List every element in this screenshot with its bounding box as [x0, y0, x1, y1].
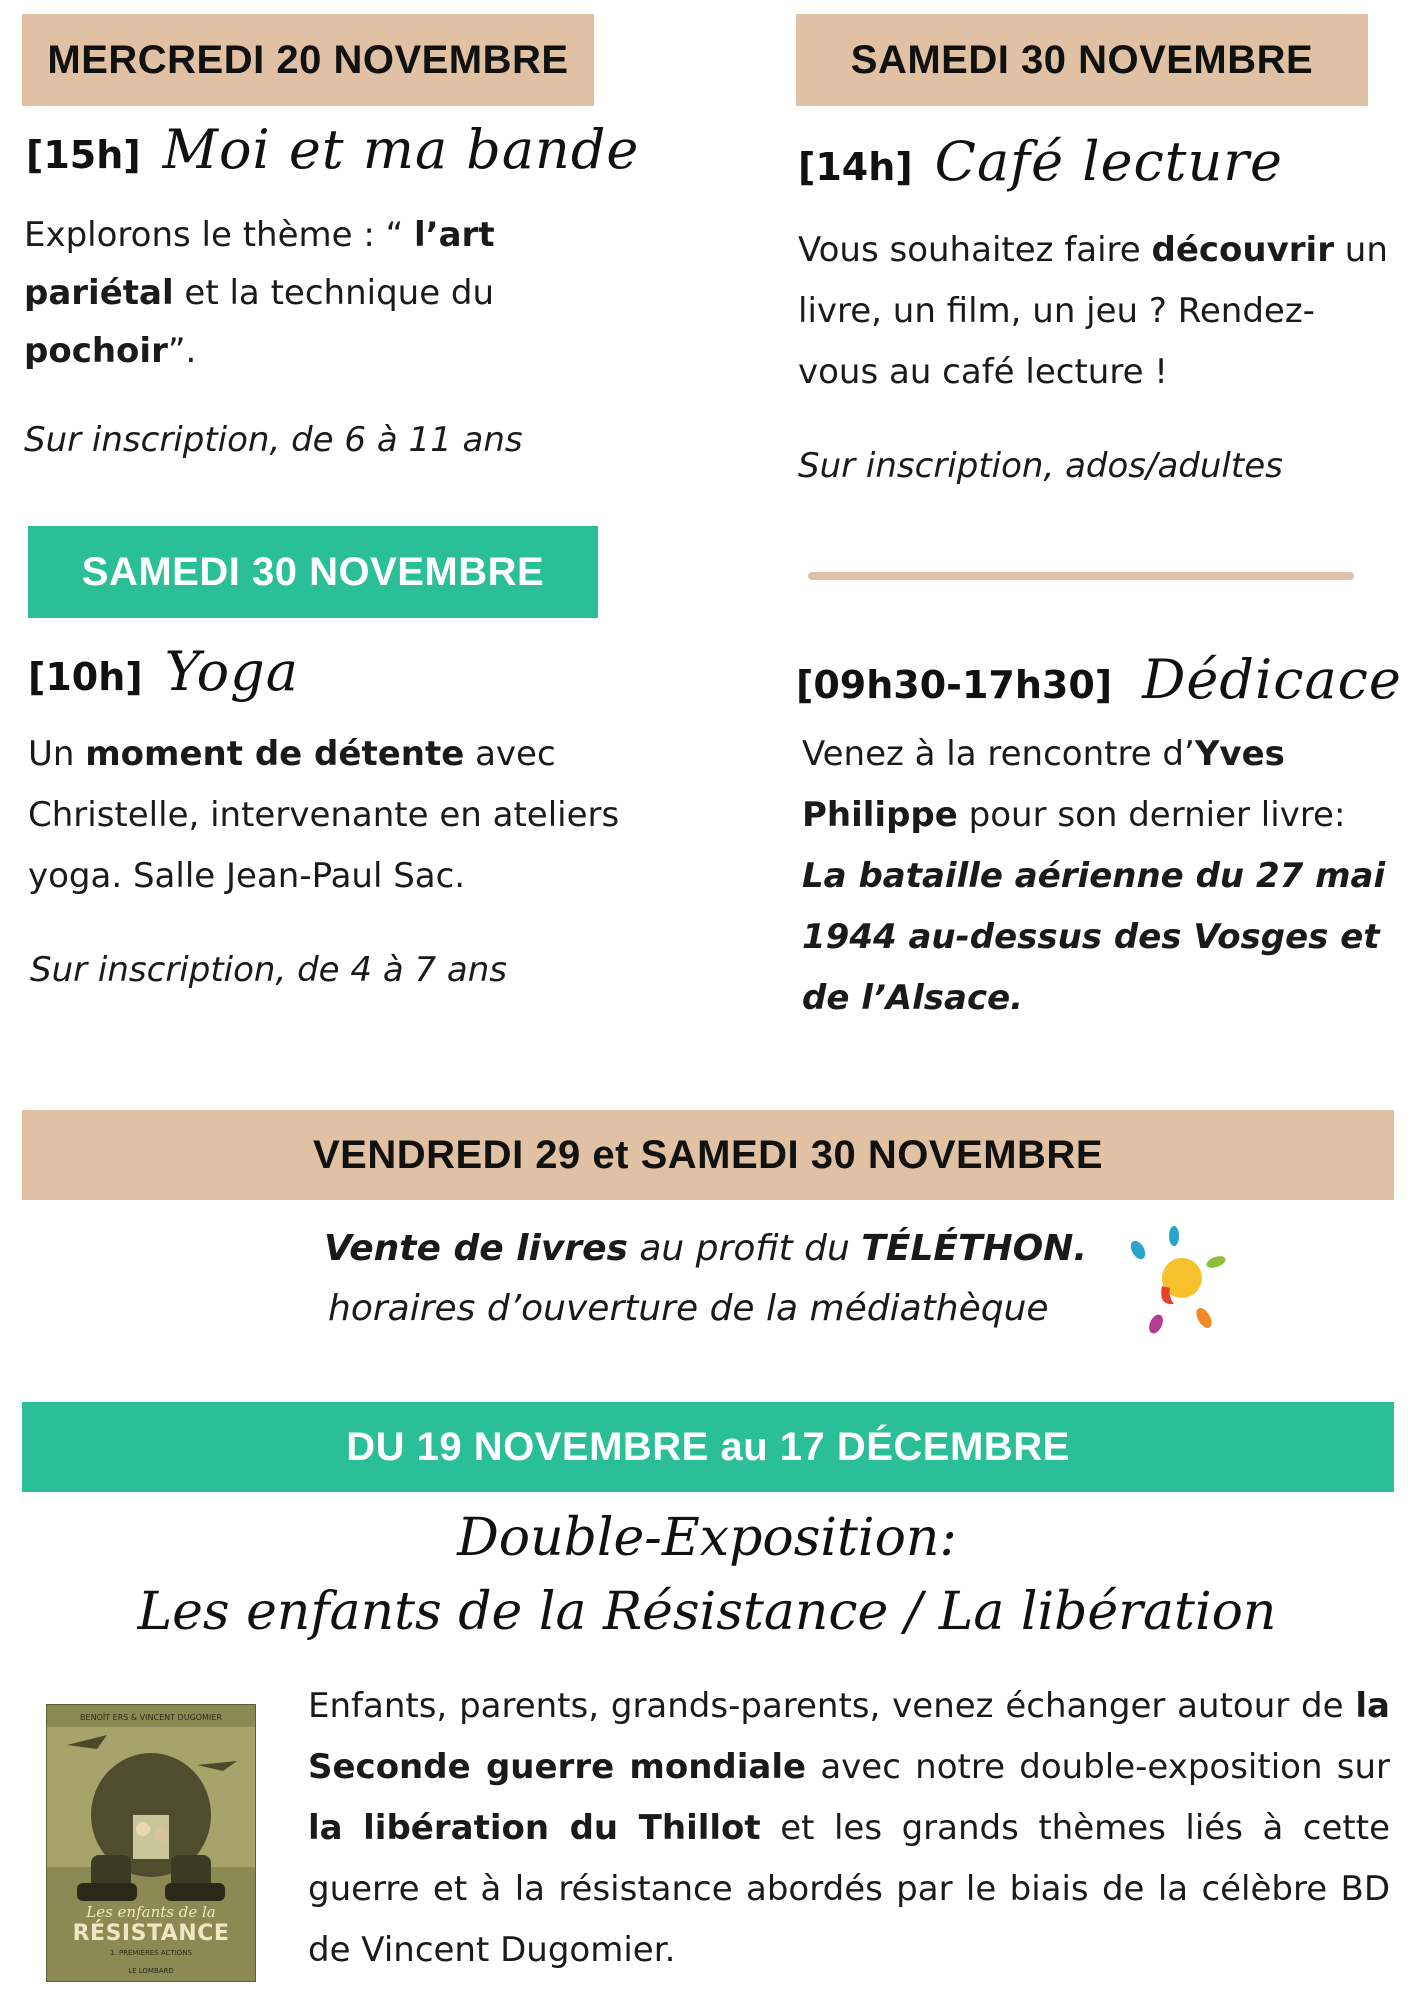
book-cover-title-small: Les enfants de la [86, 1903, 216, 1921]
banner-mercredi-text: MERCREDI 20 NOVEMBRE [47, 37, 569, 82]
desc-bold: Yves Philippe [802, 734, 1285, 835]
banner-samedi-yoga-text: SAMEDI 30 NOVEMBRE [81, 549, 545, 594]
event-time: [15h] [26, 133, 141, 177]
event-moi-et-ma-bande-note: Sur inscription, de 6 à 11 ans [24, 420, 523, 460]
telethon-logo-icon [1130, 1226, 1230, 1336]
book-cover-publisher: LE LOMBARD [128, 1967, 174, 1975]
desc-text: pour son dernier livre: [957, 795, 1346, 835]
event-cafe-lecture-note: Sur inscription, ados/adultes [798, 446, 1283, 486]
desc-text: avec notre double-exposition sur [806, 1747, 1390, 1787]
event-title: Yoga [164, 640, 299, 703]
event-cafe-lecture-description [798, 220, 1388, 403]
book-cover-title-big: RÉSISTANCE [72, 1921, 230, 1946]
event-time: [10h] [28, 655, 143, 699]
exposition-description [308, 1676, 1390, 1981]
event-cafe-lecture-header [798, 130, 1283, 193]
event-time: [14h] [798, 145, 913, 189]
desc-bold: la Seconde guerre mondiale [308, 1686, 1390, 1787]
desc-text: avec Christelle, intervenante en ateliers yoga. Salle Jean-Paul Sac. [28, 734, 620, 896]
event-dedicace-header [796, 648, 1402, 711]
desc-bold: l’art pariétal [24, 215, 495, 313]
book-title-highlight: La bataille aérienne du 27 mai 1944 au-dessus des Vosges et de l’Alsace. [802, 856, 1386, 1018]
event-yoga-description [28, 724, 668, 907]
event-moi-et-ma-bande-header [26, 118, 639, 181]
desc-bold: la libération du Thillot [308, 1808, 761, 1848]
event-yoga-header [28, 640, 299, 703]
banner-mercredi [22, 14, 594, 106]
exposition-title-2: Les enfants de la Résistance / La libération [137, 1582, 1277, 1642]
book-cover-image [46, 1704, 256, 1982]
desc-text: Enfants, parents, grands-parents, venez échanger autour de [308, 1686, 1356, 1726]
event-title: Café lecture [934, 130, 1284, 193]
event-title: Dédicace [1142, 648, 1402, 711]
banner-samedi-cafe [796, 14, 1368, 106]
desc-bold: découvrir [1151, 230, 1334, 270]
book-cover-volume: 1. PREMIÈRES ACTIONS [110, 1949, 192, 1957]
desc-bold: moment de détente [85, 734, 465, 774]
banner-exposition-text: DU 19 NOVEMBRE au 17 DÉCEMBRE [346, 1424, 1070, 1469]
event-title: Moi et ma bande [162, 118, 640, 181]
event-yoga-note: Sur inscription, de 4 à 7 ans [30, 950, 507, 990]
telethon-line-1 [324, 1228, 1087, 1269]
telethon-text: au profit du [627, 1228, 862, 1269]
desc-text: et les grands thèmes liés à cette guerre et à la résistance abordés par le biais de la célèbre BD de Vincent Dugomier. [308, 1808, 1391, 1970]
desc-text: et la technique du [173, 273, 495, 313]
event-moi-et-ma-bande-description [24, 206, 564, 380]
desc-text: Vous souhaitez faire [798, 230, 1152, 270]
desc-text: un livre, un film, un jeu ? Rendez-vous au café lecture ! [798, 230, 1388, 392]
exposition-title-1: Double-Exposition: [457, 1508, 957, 1568]
banner-exposition [22, 1402, 1394, 1492]
event-time: [09h30-17h30] [796, 663, 1113, 707]
desc-text: Explorons le thème : “ [24, 215, 415, 255]
desc-bold: pochoir [24, 331, 168, 371]
telethon-bold: Vente de livres [324, 1228, 628, 1269]
telethon-line-2: horaires d’ouverture de la médiathèque [328, 1288, 1049, 1329]
telethon-bold: TÉLÉTHON. [861, 1228, 1088, 1269]
banner-samedi-cafe-text: SAMEDI 30 NOVEMBRE [850, 37, 1314, 82]
desc-text: ”. [167, 331, 197, 371]
banner-telethon-text: VENDREDI 29 et SAMEDI 30 NOVEMBRE [312, 1132, 1103, 1177]
book-cover-authors: BENOÎT ERS & VINCENT DUGOMIER [80, 1713, 222, 1722]
section-divider [808, 572, 1354, 580]
banner-samedi-yoga [28, 526, 598, 618]
banner-telethon [22, 1110, 1394, 1200]
desc-text: Un [28, 734, 86, 774]
desc-text: Venez à la rencontre d’ [802, 734, 1195, 774]
event-dedicace-description [802, 724, 1386, 1029]
